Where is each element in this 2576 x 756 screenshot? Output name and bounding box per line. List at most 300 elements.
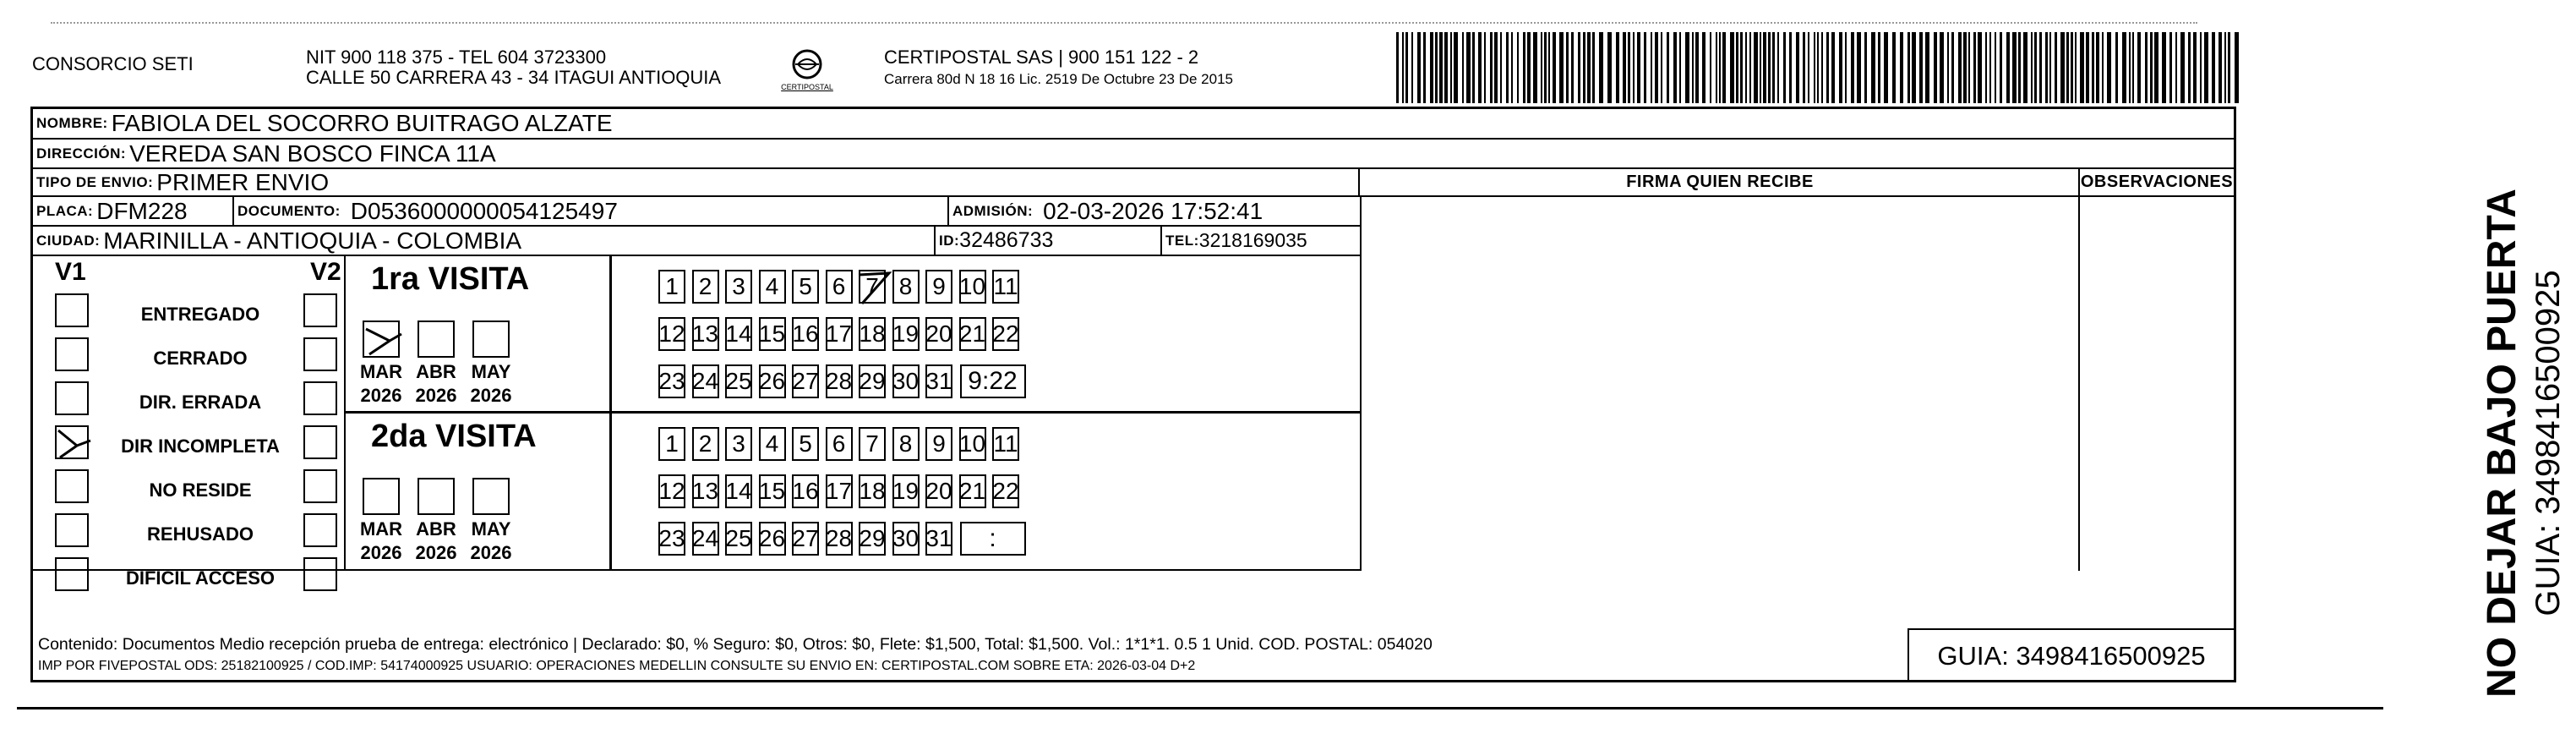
barcode-bar: [2034, 32, 2037, 103]
day-number: 14: [725, 478, 752, 504]
v1-checkbox[interactable]: [55, 557, 89, 591]
barcode-bar: [1655, 32, 1658, 103]
day-box[interactable]: [992, 427, 1019, 461]
barcode-bar: [2132, 32, 2134, 103]
day-box[interactable]: [925, 364, 952, 398]
barcode-bar: [1607, 32, 1612, 103]
day-box[interactable]: [725, 270, 752, 304]
day-box[interactable]: [959, 317, 986, 351]
barcode-bar: [2006, 32, 2010, 103]
barcode-bar: [2039, 32, 2042, 103]
day-box[interactable]: [925, 474, 952, 508]
day-number: 24: [691, 368, 719, 394]
direccion-value: VEREDA SAN BOSCO FINCA 11A: [129, 140, 496, 167]
barcode-bar: [2169, 32, 2172, 103]
day-number: 27: [792, 368, 819, 394]
day-number: 28: [825, 525, 853, 551]
firma-area[interactable]: [1360, 197, 2080, 571]
time-box[interactable]: :: [960, 522, 1026, 556]
barcode-bar: [1430, 32, 1433, 103]
first-visit-divider: [609, 256, 612, 414]
barcode-bar: [1740, 32, 1743, 103]
day-number: 13: [691, 320, 719, 347]
barcode-bar: [2075, 32, 2077, 103]
bottom-edge-line: [17, 707, 2383, 709]
barcode-bar: [1571, 32, 1574, 103]
month-label: MAR: [359, 361, 403, 382]
day-number: 29: [859, 368, 886, 394]
id-label: ID:: [939, 232, 960, 249]
barcode-bar: [1439, 32, 1443, 103]
day-box[interactable]: [692, 364, 719, 398]
day-box[interactable]: [759, 474, 786, 508]
barcode-bar: [2137, 32, 2141, 103]
month-label: MAY: [471, 518, 511, 540]
barcode-bar: [2023, 32, 2028, 103]
day-box[interactable]: [892, 522, 920, 556]
month-label: MAR: [359, 518, 403, 540]
v2-checkbox[interactable]: [303, 293, 337, 327]
nombre-value: FABIOLA DEL SOCORRO BUITRAGO ALZATE: [111, 110, 613, 136]
month-checkbox[interactable]: [363, 478, 400, 515]
v2-checkbox[interactable]: [303, 513, 337, 547]
day-number: 20: [925, 320, 952, 347]
v2-checkbox[interactable]: [303, 425, 337, 459]
day-number: 21: [958, 320, 986, 347]
barcode-bar: [1808, 32, 1809, 103]
barcode-bar: [1628, 32, 1630, 103]
day-number: 5: [799, 273, 812, 299]
day-box[interactable]: [925, 522, 952, 556]
barcode-bar: [1527, 32, 1531, 103]
day-number: 10: [958, 273, 986, 299]
barcode-bar: [2092, 32, 2094, 103]
day-number: 12: [658, 320, 685, 347]
footer-guia: GUIA: 3498416500925: [1907, 628, 2234, 682]
month-checkbox[interactable]: [472, 320, 510, 358]
barcode-bar: [1925, 32, 1929, 103]
barcode-bar: [1637, 32, 1640, 103]
top-edge-specks: [51, 22, 2197, 25]
barcode-bar: [1796, 32, 1799, 103]
day-number: 12: [658, 478, 685, 504]
firma-label: FIRMA QUIEN RECIBE: [1626, 173, 1814, 191]
day-box[interactable]: [892, 364, 920, 398]
day-box[interactable]: [759, 270, 786, 304]
barcode-bar: [1845, 32, 1847, 103]
placa-value: DFM228: [96, 197, 188, 224]
day-box[interactable]: [859, 427, 886, 461]
day-box[interactable]: [959, 474, 986, 508]
barcode-bar: [1692, 32, 1694, 103]
day-box[interactable]: [792, 270, 819, 304]
month-year: 2026: [360, 385, 402, 406]
barcode-bar: [1587, 32, 1591, 103]
barcode-bar: [1566, 32, 1569, 103]
barcode-bar: [1506, 32, 1509, 103]
barcode-bar: [1623, 32, 1626, 103]
barcode-bar: [1763, 32, 1766, 103]
day-box[interactable]: [959, 427, 986, 461]
barcode-bar: [1947, 32, 1949, 103]
v2-checkbox[interactable]: [303, 469, 337, 503]
day-number: 8: [898, 273, 913, 299]
day-number: 19: [892, 478, 920, 504]
barcode-bar: [1462, 32, 1464, 103]
status-label: REHUSADO: [147, 523, 254, 545]
side-guia: GUIA: 3498416500925: [2530, 270, 2567, 616]
certipostal-logo: [778, 46, 837, 96]
day-box[interactable]: [992, 317, 1019, 351]
day-box[interactable]: [925, 317, 952, 351]
day-number: 26: [758, 368, 786, 394]
month-checkbox[interactable]: [472, 478, 510, 515]
day-number: 18: [859, 320, 886, 347]
barcode-bar: [1695, 32, 1699, 103]
day-box[interactable]: [658, 364, 685, 398]
barcode-bar: [1541, 32, 1542, 103]
day-box[interactable]: [992, 474, 1019, 508]
day-box[interactable]: [792, 522, 819, 556]
ciudad-value: MARINILLA - ANTIOQUIA - COLOMBIA: [103, 227, 522, 254]
barcode-bar: [1592, 32, 1595, 103]
row-ciudad: [33, 227, 1360, 256]
barcode-bar: [1490, 32, 1493, 103]
barcode-bar: [2235, 32, 2239, 103]
day-number: 22: [992, 320, 1019, 347]
barcode-bar: [1768, 32, 1771, 103]
barcode-bar: [2071, 32, 2073, 103]
day-number: 16: [792, 320, 819, 347]
day-number: 5: [799, 430, 812, 457]
barcode-bar: [1494, 32, 1498, 103]
placa-label: PLACA:: [36, 202, 94, 219]
barcode-bar: [1789, 32, 1792, 103]
barcode-bar: [1578, 32, 1580, 103]
strike-mark-icon: [855, 268, 892, 307]
day-box[interactable]: [859, 270, 886, 304]
day-number: 16: [792, 478, 819, 504]
barcode-bar: [1722, 32, 1726, 103]
barcode-bar: [1402, 32, 1404, 103]
observaciones-area[interactable]: [2080, 197, 2234, 571]
second-visit-panel: [346, 414, 1360, 569]
day-number: 27: [792, 525, 819, 551]
barcode-bar: [2145, 32, 2148, 103]
barcode-bar: [1454, 32, 1458, 103]
barcode-bar: [1912, 32, 1916, 103]
barcode-bar: [2031, 32, 2033, 103]
month-label: MAY: [471, 361, 511, 382]
barcode-bar: [2055, 32, 2057, 103]
barcode-bar: [2000, 32, 2002, 103]
day-box[interactable]: [792, 427, 819, 461]
day-box[interactable]: [826, 364, 853, 398]
month-year: 2026: [470, 542, 512, 563]
barcode-bar: [1702, 32, 1706, 103]
day-box[interactable]: [759, 317, 786, 351]
day-box[interactable]: [725, 317, 752, 351]
barcode-bar: [1973, 32, 1976, 103]
barcode-bar: [1871, 32, 1875, 103]
status-label: DIR INCOMPLETA: [121, 436, 280, 457]
barcode-bar: [2096, 32, 2099, 103]
barcode-bar: [1892, 32, 1896, 103]
barcode-bar: [1730, 32, 1734, 103]
day-box[interactable]: [792, 317, 819, 351]
barcode-bar: [1548, 32, 1550, 103]
barcode-bar: [2066, 32, 2069, 103]
check-mark-icon: [57, 427, 90, 461]
barcode-bar: [1583, 32, 1585, 103]
barcode-bar: [1679, 32, 1681, 103]
day-number: 15: [758, 320, 786, 347]
day-box[interactable]: [692, 317, 719, 351]
day-box[interactable]: [859, 317, 886, 351]
day-box[interactable]: [925, 427, 952, 461]
observaciones-header: [2080, 169, 2234, 197]
v2-checkbox[interactable]: [303, 337, 337, 371]
barcode-bar: [1900, 32, 1903, 103]
day-box[interactable]: [826, 270, 853, 304]
day-box[interactable]: [725, 427, 752, 461]
barcode-bar: [1864, 32, 1867, 103]
day-box[interactable]: [826, 427, 853, 461]
month-label: ABR: [416, 361, 456, 382]
day-box[interactable]: [826, 474, 853, 508]
day-box[interactable]: [725, 474, 752, 508]
day-number: 14: [725, 320, 752, 347]
barcode-bar: [1673, 32, 1677, 103]
v1-checkbox[interactable]: [55, 293, 89, 327]
day-number: 25: [725, 368, 752, 394]
status-label: DIR. ERRADA: [139, 392, 262, 413]
day-box[interactable]: [759, 427, 786, 461]
check-mark-icon: [364, 322, 401, 359]
day-box[interactable]: [725, 364, 752, 398]
day-box[interactable]: [892, 270, 920, 304]
barcode-bar: [1450, 32, 1452, 103]
day-box[interactable]: [692, 270, 719, 304]
barcode-bar: [1919, 32, 1923, 103]
month-checkbox[interactable]: [418, 320, 455, 358]
barcode-bar: [1878, 32, 1880, 103]
barcode-bar: [1435, 32, 1438, 103]
barcode-bar: [1736, 32, 1738, 103]
side-warning: NO DEJAR BAJO PUERTA: [2480, 189, 2524, 698]
day-number: 18: [859, 478, 886, 504]
barcode-bar: [2162, 32, 2166, 103]
second-visit-title: 2da VISITA: [371, 419, 537, 454]
day-box[interactable]: [658, 270, 685, 304]
barcode-bar: [2012, 32, 2017, 103]
barcode-bar: [2122, 32, 2126, 103]
barcode-bar: [1633, 32, 1635, 103]
month-checkbox[interactable]: [418, 478, 455, 515]
day-number: 2: [698, 430, 712, 457]
barcode-bar: [1839, 32, 1842, 103]
barcode-bar: [1685, 32, 1689, 103]
day-box[interactable]: [925, 270, 952, 304]
day-box[interactable]: [658, 474, 685, 508]
day-box[interactable]: [792, 474, 819, 508]
barcode-bar: [1651, 32, 1652, 103]
barcode-bar: [1500, 32, 1502, 103]
day-number: 8: [898, 430, 913, 457]
day-box[interactable]: [658, 427, 685, 461]
barcode-bar: [2150, 32, 2153, 103]
barcode-bar: [1719, 32, 1721, 103]
day-number: 23: [658, 525, 685, 551]
barcode-bar: [1716, 32, 1717, 103]
documento-label: DOCUMENTO:: [237, 202, 341, 219]
barcode-bar: [2107, 32, 2111, 103]
barcode-bar: [1661, 32, 1662, 103]
barcode-bar: [2204, 32, 2208, 103]
status-label: ENTREGADO: [140, 304, 260, 325]
barcode-bar: [2080, 32, 2084, 103]
barcode-bar: [1517, 32, 1519, 103]
status-label: CERRADO: [153, 348, 248, 369]
day-box[interactable]: [826, 317, 853, 351]
day-box[interactable]: [692, 522, 719, 556]
barcode-bar: [1559, 32, 1564, 103]
certipostal-license: Carrera 80d N 18 16 Lic. 2519 De Octubre 23 De 2015: [884, 71, 1233, 87]
day-number: 1: [665, 273, 679, 299]
barcode-bar: [2193, 32, 2197, 103]
barcode-bar: [1985, 32, 1987, 103]
month-checkbox[interactable]: [363, 320, 400, 358]
day-box[interactable]: [859, 522, 886, 556]
status-panel: [33, 256, 346, 589]
tel-value: 3218169035: [1198, 229, 1307, 251]
barcode-bar: [2102, 32, 2104, 103]
status-label: DIFICIL ACCESO: [125, 567, 275, 589]
v1-checkbox[interactable]: [55, 337, 89, 371]
barcode-bar: [1907, 32, 1910, 103]
day-box[interactable]: [859, 474, 886, 508]
barcode-bar: [2060, 32, 2065, 103]
barcode-bar: [2086, 32, 2089, 103]
barcode-bar: [2200, 32, 2202, 103]
barcode-bar: [1745, 32, 1747, 103]
barcode-bar: [1667, 32, 1669, 103]
day-number: 17: [825, 478, 853, 504]
day-box[interactable]: [992, 270, 1019, 304]
day-number: 21: [958, 478, 986, 504]
day-box[interactable]: [658, 522, 685, 556]
first-visit-title: 1ra VISITA: [371, 261, 530, 297]
footer-line2: IMP POR FIVEPOSTAL ODS: 25182100925 / COD.IMP: 54174000925 USUARIO: OPERACIONES MEDELLIN CONSULTE SU ENVIO EN: CERTIPOSTAL.COM SOBRE ETA: 2026-03-04 D+2: [38, 659, 1196, 673]
month-year: 2026: [470, 385, 512, 406]
day-box[interactable]: [892, 474, 920, 508]
day-box[interactable]: [792, 364, 819, 398]
barcode-bar: [1472, 32, 1475, 103]
address-line: CALLE 50 CARRERA 43 - 34 ITAGUI ANTIOQUIA: [306, 67, 722, 88]
barcode-bar: [1484, 32, 1486, 103]
day-box[interactable]: [759, 364, 786, 398]
barcode-bar: [1444, 32, 1448, 103]
day-box[interactable]: [892, 427, 920, 461]
barcode-bar: [1831, 32, 1835, 103]
day-number: 19: [892, 320, 920, 347]
footer-line1: Contenido: Documentos Medio recepción prueba de entrega: electrónico | Declarado: $0, % Seguro: $0, Otros: $0, Flete: $1,500, Total: $1,500. Vol.: 1*1*1. 0.5 1 Unid. COD. POSTAL: 054020: [38, 635, 1433, 654]
day-number: 31: [925, 525, 952, 551]
day-number: 26: [758, 525, 786, 551]
v1-label: V1: [55, 258, 86, 286]
day-number: 25: [725, 525, 752, 551]
v1-checkbox[interactable]: [55, 425, 89, 459]
day-box[interactable]: [692, 427, 719, 461]
time-box[interactable]: 9:22: [960, 364, 1026, 398]
day-number: 17: [825, 320, 853, 347]
barcode-bar: [1423, 32, 1426, 103]
barcode-bar: [2175, 32, 2177, 103]
day-number: 4: [765, 430, 779, 457]
v1-checkbox[interactable]: [55, 381, 89, 415]
day-number: 9: [932, 273, 946, 299]
day-box[interactable]: [692, 474, 719, 508]
barcode-bar: [1884, 32, 1888, 103]
logo-lettering: CERTIPOSTAL: [781, 83, 833, 91]
day-box[interactable]: [759, 522, 786, 556]
day-box[interactable]: [658, 317, 685, 351]
tel-label: TEL:: [1165, 232, 1199, 249]
day-number: 9: [932, 430, 946, 457]
barcode-bar: [1777, 32, 1779, 103]
day-box[interactable]: [892, 317, 920, 351]
row-tipo: [33, 169, 1360, 197]
v1-checkbox[interactable]: [55, 469, 89, 503]
day-number: 20: [925, 478, 952, 504]
v1-checkbox[interactable]: [55, 513, 89, 547]
barcode-bar: [2224, 32, 2226, 103]
v2-checkbox[interactable]: [303, 381, 337, 415]
day-number: 30: [892, 368, 920, 394]
barcode-bar: [2212, 32, 2215, 103]
observaciones-label: OBSERVACIONES: [2080, 173, 2234, 191]
day-number: 10: [958, 430, 986, 457]
day-box[interactable]: [725, 522, 752, 556]
day-number: 28: [825, 368, 853, 394]
v2-checkbox[interactable]: [303, 557, 337, 591]
day-number: 31: [925, 368, 952, 394]
barcode-bar: [1396, 32, 1399, 103]
direccion-label: DIRECCIÓN:: [36, 145, 127, 162]
month-label: ABR: [416, 518, 456, 540]
day-box[interactable]: [826, 522, 853, 556]
barcode-bar: [1958, 32, 1962, 103]
barcode-bar: [2154, 32, 2158, 103]
day-number: 2: [698, 273, 712, 299]
barcode-bar: [1821, 32, 1823, 103]
barcode-bar: [1749, 32, 1751, 103]
day-box[interactable]: [959, 270, 986, 304]
day-number: 4: [765, 273, 779, 299]
barcode-bar: [1616, 32, 1619, 103]
firma-header: [1360, 169, 2080, 197]
barcode-bar: [1817, 32, 1819, 103]
status-label: NO RESIDE: [149, 479, 252, 501]
barcode-bar: [1857, 32, 1861, 103]
barcode-bar: [1963, 32, 1967, 103]
day-number: 13: [691, 478, 719, 504]
barcode-bar: [1826, 32, 1829, 103]
id-value: 32486733: [959, 228, 1054, 252]
day-box[interactable]: [859, 364, 886, 398]
day-number: 15: [758, 478, 786, 504]
day-number: 29: [859, 525, 886, 551]
